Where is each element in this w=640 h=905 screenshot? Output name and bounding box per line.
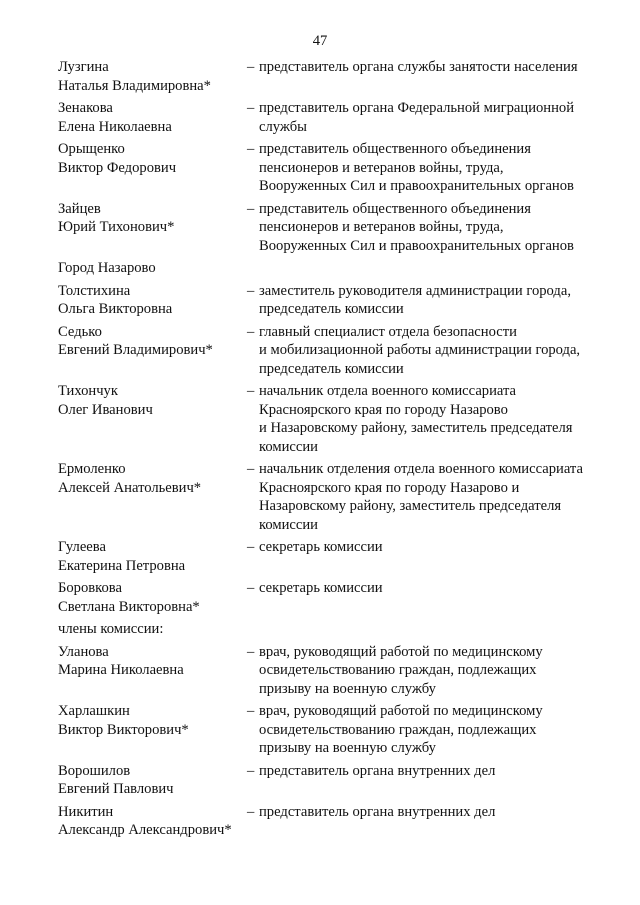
document-body xyxy=(58,58,610,844)
person-name xyxy=(58,140,247,177)
person-given-names: Светлана Викторовна* xyxy=(58,598,200,615)
role-line: представитель органа службы занятости населения xyxy=(259,59,578,75)
role-dash: – xyxy=(247,141,255,157)
person-given-names: Ольга Викторовна xyxy=(58,301,173,317)
role-text xyxy=(259,803,610,822)
role-line: освидетельствованию граждан, подлежащих xyxy=(259,721,537,738)
role-line: службы xyxy=(259,118,307,135)
person-role xyxy=(247,99,610,136)
role-text xyxy=(259,382,610,456)
role-line: врач, руководящий работой по медицинскому xyxy=(259,703,543,719)
person-surname: Зайцев xyxy=(58,200,101,217)
person-surname: Лузгина xyxy=(58,59,109,75)
role-text xyxy=(259,643,610,699)
person-role xyxy=(247,803,610,822)
person-entry xyxy=(58,323,610,379)
person-role xyxy=(247,140,610,196)
role-line: пенсионеров и ветеранов войны, труда, xyxy=(259,219,504,235)
person-given-names: Олег Иванович xyxy=(58,401,153,418)
person-name xyxy=(58,323,247,360)
role-text xyxy=(259,99,610,136)
role-line: председатель комиссии xyxy=(259,301,404,317)
person-given-names: Екатерина Петровна xyxy=(58,557,186,574)
role-dash: – xyxy=(247,200,255,217)
role-line: комиссии xyxy=(259,438,318,455)
person-given-names: Елена Николаевна xyxy=(58,118,172,135)
person-name xyxy=(58,702,247,739)
person-role xyxy=(247,323,610,379)
person-entry xyxy=(58,762,610,799)
person-surname: Боровкова xyxy=(58,580,122,596)
person-surname: Харлашкин xyxy=(58,703,130,719)
city-heading: Город Назарово xyxy=(58,260,156,276)
role-line: призыву на военную службу xyxy=(259,680,436,697)
person-surname: Гулеева xyxy=(58,539,106,555)
role-dash: – xyxy=(247,539,255,555)
person-given-names: Алексей Анатольевич* xyxy=(58,479,202,496)
role-text xyxy=(259,140,610,196)
person-role xyxy=(247,538,610,557)
role-line: и Назаровскому району, заместитель председателя xyxy=(259,420,573,436)
role-text xyxy=(259,538,610,557)
entry-group-city xyxy=(58,282,610,617)
role-line: Назаровскому району, заместитель председателя xyxy=(259,498,562,514)
role-line: начальник отдела военного комиссариата xyxy=(259,383,517,399)
person-role xyxy=(247,702,610,758)
person-role xyxy=(247,200,610,256)
person-entry xyxy=(58,643,610,699)
person-entry xyxy=(58,538,610,575)
person-role xyxy=(247,762,610,781)
role-line: представитель органа внутренних дел xyxy=(259,762,496,779)
person-entry xyxy=(58,579,610,616)
person-given-names: Виктор Федорович xyxy=(58,159,177,176)
person-surname: Ермоленко xyxy=(58,461,126,477)
person-entry xyxy=(58,140,610,196)
person-name xyxy=(58,460,247,497)
entry-group-members xyxy=(58,643,610,840)
person-name xyxy=(58,762,247,799)
role-line: представитель органа Федеральной миграционной xyxy=(259,100,575,116)
role-line: секретарь комиссии xyxy=(259,580,383,596)
role-line: пенсионеров и ветеранов войны, труда, xyxy=(259,159,504,176)
person-role xyxy=(247,579,610,598)
person-surname: Уланова xyxy=(58,643,109,660)
person-surname: Толстихина xyxy=(58,282,131,299)
role-line: главный специалист отдела безопасности xyxy=(259,323,517,340)
role-dash: – xyxy=(247,282,255,299)
role-text xyxy=(259,200,610,256)
role-line: представитель общественного объединения xyxy=(259,141,531,157)
role-line: начальник отделения отдела военного комиссариата xyxy=(259,461,583,477)
role-line: председатель комиссии xyxy=(259,360,404,377)
role-dash: – xyxy=(247,323,255,340)
person-given-names: Марина Николаевна xyxy=(58,662,184,678)
person-given-names: Юрий Тихонович* xyxy=(58,219,175,235)
role-dash: – xyxy=(247,643,255,660)
person-name xyxy=(58,643,247,680)
role-dash: – xyxy=(247,803,255,820)
role-line: представитель общественного объединения xyxy=(259,200,531,217)
role-text xyxy=(259,460,610,534)
person-name xyxy=(58,99,247,136)
person-role xyxy=(247,58,610,77)
person-role xyxy=(247,282,610,319)
person-entry xyxy=(58,382,610,456)
person-name xyxy=(58,803,247,840)
person-entry xyxy=(58,99,610,136)
role-line: Вооруженных Сил и правоохранительных органов xyxy=(259,178,574,194)
person-entry xyxy=(58,58,610,95)
person-given-names: Наталья Владимировна* xyxy=(58,77,211,94)
person-surname: Седько xyxy=(58,323,102,340)
role-line: заместитель руководителя администрации города, xyxy=(259,282,571,299)
role-text xyxy=(259,282,610,319)
role-text xyxy=(259,58,610,77)
person-role xyxy=(247,382,610,456)
person-role xyxy=(247,643,610,699)
role-line: Вооруженных Сил и правоохранительных органов xyxy=(259,237,574,254)
members-heading: члены комиссии: xyxy=(58,621,164,637)
role-line: врач, руководящий работой по медицинскому xyxy=(259,643,543,660)
role-text xyxy=(259,323,610,379)
role-line: призыву на военную службу xyxy=(259,740,436,756)
person-surname: Зенакова xyxy=(58,100,113,116)
role-dash: – xyxy=(247,762,255,779)
person-entry xyxy=(58,460,610,534)
role-line: и мобилизационной работы администрации города, xyxy=(259,342,581,358)
person-name xyxy=(58,579,247,616)
person-entry xyxy=(58,282,610,319)
person-name xyxy=(58,200,247,237)
person-role xyxy=(247,460,610,534)
page-number: 47 xyxy=(312,33,328,49)
role-text xyxy=(259,579,610,598)
person-given-names: Виктор Викторович* xyxy=(58,721,189,738)
role-dash: – xyxy=(247,461,255,477)
person-surname: Ворошилов xyxy=(58,762,131,779)
role-dash: – xyxy=(247,100,255,116)
role-dash: – xyxy=(247,580,255,596)
role-text xyxy=(259,702,610,758)
role-line: секретарь комиссии xyxy=(259,539,383,555)
person-entry xyxy=(58,702,610,758)
person-entry xyxy=(58,200,610,256)
role-dash: – xyxy=(247,383,255,399)
entry-group-top xyxy=(58,58,610,255)
person-given-names: Евгений Владимирович* xyxy=(58,342,213,358)
role-dash: – xyxy=(247,59,255,75)
person-given-names: Евгений Павлович xyxy=(58,781,174,797)
person-surname: Тихончук xyxy=(58,383,118,399)
role-line: Красноярского края по городу Назарово xyxy=(259,401,508,418)
role-line: представитель органа внутренних дел xyxy=(259,803,496,820)
person-name xyxy=(58,538,247,575)
person-name xyxy=(58,282,247,319)
role-dash: – xyxy=(247,703,255,719)
person-entry xyxy=(58,803,610,840)
person-surname: Орыщенко xyxy=(58,141,125,157)
person-given-names: Александр Александрович* xyxy=(58,822,232,838)
role-line: Красноярского края по городу Назарово и xyxy=(259,479,520,496)
role-text xyxy=(259,762,610,781)
role-line: освидетельствованию граждан, подлежащих xyxy=(259,662,537,678)
role-line: комиссии xyxy=(259,516,318,533)
person-name xyxy=(58,58,247,95)
person-surname: Никитин xyxy=(58,803,114,820)
person-name xyxy=(58,382,247,419)
